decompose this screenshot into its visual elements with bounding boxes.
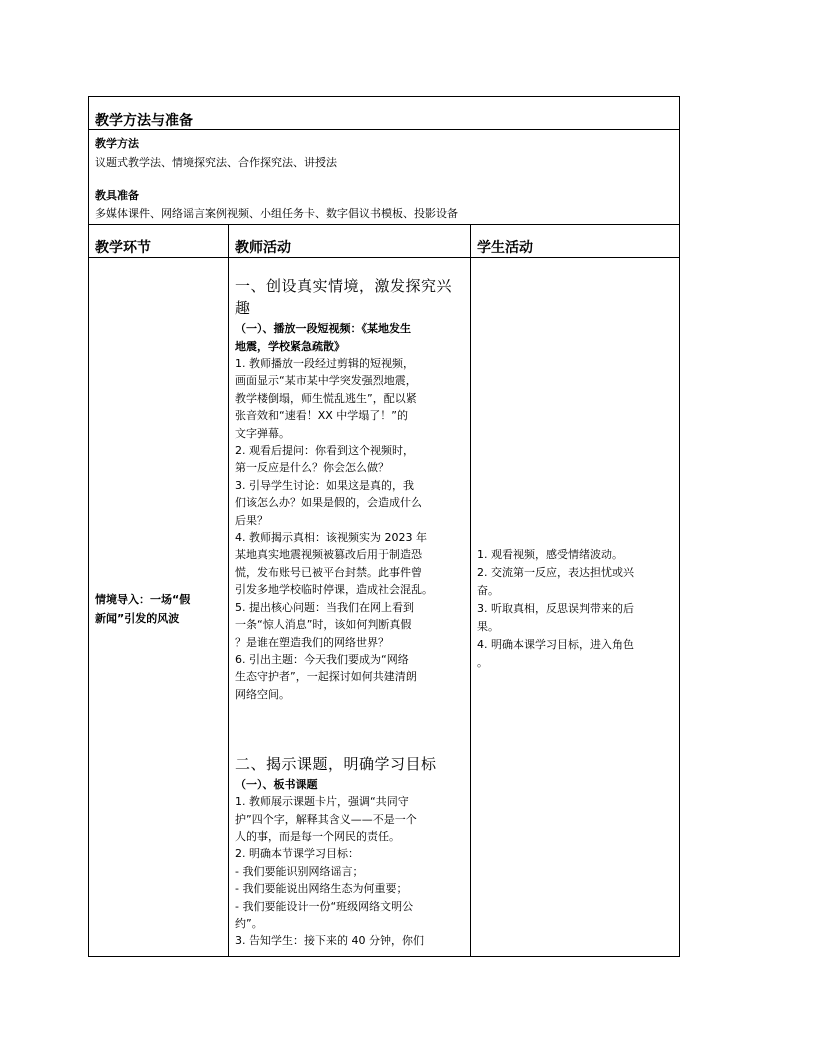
section1-line: 一条“惊人消息”时，该如何判断真假: [235, 618, 412, 632]
section1-line: 6. 引出主题：今天我们要成为“网络: [235, 652, 409, 666]
teacher-activity-cell: [235, 275, 463, 950]
section1-title: 一、创设真实情境，激发探究兴: [235, 277, 453, 295]
student-line: 奋。: [477, 584, 499, 597]
section2-line: 护”四个字，解释其含义——不是一个: [235, 812, 417, 826]
table-header-row: [89, 225, 679, 258]
section1-line: 某地真实地震视频被篡改后用于制造恐: [235, 548, 422, 562]
header-teacher-activity: 教师活动: [235, 240, 291, 256]
section1-line: 网络空间。: [235, 687, 290, 701]
section1-line: 文字弹幕。: [235, 426, 290, 440]
section2-line: - 我们要能设计一份“班级网络文明公: [235, 899, 414, 913]
section2-line: 人的事，而是每一个网民的责任。: [235, 829, 400, 843]
methods-body-row: [89, 130, 679, 225]
tools-heading: 教具准备: [95, 189, 139, 202]
header-stage: 教学环节: [95, 240, 151, 256]
section1-line: ？是谁在塑造我们的网络世界？: [235, 635, 389, 649]
section2-line: 2. 明确本节课学习目标：: [235, 847, 359, 861]
section1-line: 3. 引导学生讨论：如果这是真的，我: [235, 478, 414, 492]
section2-line: 3. 告知学生：接下来的 40 分钟，你们: [235, 934, 424, 948]
section1-line: 们该怎么办？如果是假的，会造成什么: [235, 496, 422, 510]
section2-subtitle: （一）、板书课题: [235, 778, 318, 792]
stage-line: 新闻”引发的风波: [95, 612, 180, 625]
section2-title: 二、揭示课题，明确学习目标: [235, 755, 437, 774]
section1-subtitle: （一）、播放一段短视频：《某地发生: [235, 322, 411, 335]
section1-line: 引发多地学校临时停课，造成社会混乱。: [235, 583, 433, 597]
methods-section-title: 教学方法与准备: [95, 113, 193, 129]
student-line: 4. 明确本课学习目标，进入角色: [477, 638, 634, 651]
header-student-activity: 学生活动: [477, 240, 533, 256]
stage-cell: [95, 590, 223, 628]
section1-title-cont: 趣: [235, 299, 251, 317]
methods-title-row: [89, 97, 679, 130]
student-activity-cell: [477, 546, 669, 672]
student-line: 。: [477, 656, 488, 669]
section1-line: 后果？: [235, 513, 268, 527]
section1-line: 1. 教师播放一段经过剪辑的短视频，: [235, 357, 414, 370]
section1-line: 教学楼倒塌，师生慌乱逃生”，配以紧: [235, 391, 417, 405]
methods-heading: 教学方法: [95, 137, 139, 150]
section2-line: 1. 教师展示课题卡片，强调“共同守: [235, 795, 409, 809]
tools-text: 多媒体课件、网络谣言案例视频、小组任务卡、数字倡议书模板、投影设备: [95, 207, 458, 220]
student-line: 1. 观看视频，感受情绪波动。: [477, 548, 623, 561]
section2-line: 约”。: [235, 916, 263, 930]
lesson-plan-table: [88, 96, 680, 957]
section2-line: - 我们要能识别网络谣言；: [235, 864, 364, 878]
stage-line: 情境导入：一场“假: [95, 593, 191, 606]
section1-line: 5. 提出核心问题：当我们在网上看到: [235, 600, 414, 614]
student-line: 2. 交流第一反应，表达担忧或兴: [477, 566, 634, 579]
section1-line: 张音效和“速看！XX 中学塌了！”的: [235, 409, 408, 423]
section1-line: 慌，发布账号已被平台封禁。此事件曾: [235, 565, 422, 579]
methods-text: 议题式教学法、情境探究法、合作探究法、讲授法: [95, 156, 337, 169]
section-spacer: [235, 703, 463, 753]
section1-line: 2. 观看后提问：你看到这个视频时，: [235, 444, 414, 458]
column-divider-1: [228, 225, 229, 956]
section1-line: 第一反应是什么？你会怎么做？: [235, 461, 389, 475]
section1-line: 画面显示“某市某中学突发强烈地震，: [235, 374, 417, 388]
section1-line: 4. 教师揭示真相：该视频实为 2023 年: [235, 531, 427, 545]
column-divider-2: [470, 225, 471, 956]
section1-subtitle-cont: 地震，学校紧急疏散》: [235, 340, 345, 353]
section1-line: 生态守护者”，一起探讨如何共建清朗: [235, 670, 417, 684]
section2-line: - 我们要能说出网络生态为何重要；: [235, 882, 408, 896]
student-line: 果。: [477, 620, 499, 633]
student-line: 3. 听取真相，反思误判带来的后: [477, 602, 634, 615]
